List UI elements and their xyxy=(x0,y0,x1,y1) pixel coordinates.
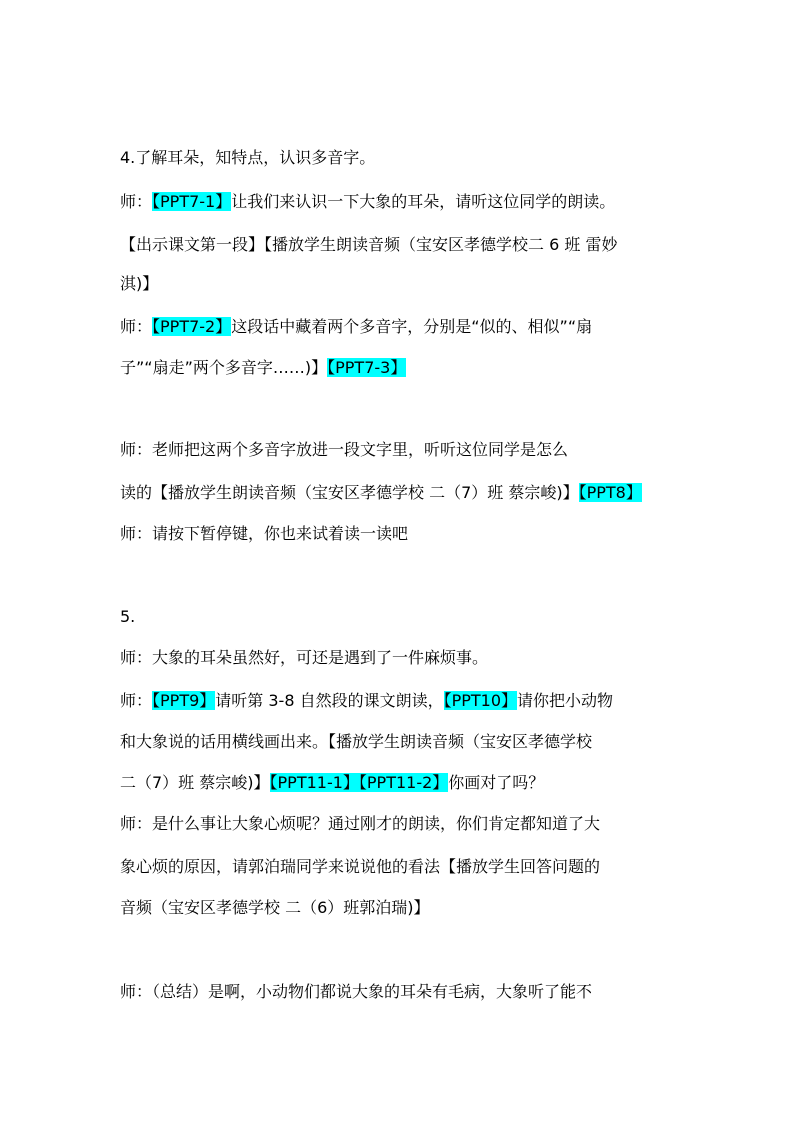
text-run: 师：老师把这两个多音字放进一段文字里，听听这位同学是怎么 xyxy=(120,440,569,459)
text-run: 象心烦的原因，请郭泊瑞同学来说说他的看法【播放学生回答问题的 xyxy=(120,857,601,876)
text-run: 和大象说的话用横线画出来。【播放学生朗读音频（宝安区孝德学校 xyxy=(120,732,593,751)
ppt-tag-highlight: 【PPT7-2】 xyxy=(152,317,232,336)
text-run: 师：请按下暂停键，你也来试着读一读吧 xyxy=(120,524,409,543)
text-run: 子”“扇走”两个多音字……)】 xyxy=(120,358,328,377)
text-run: 请你把小动物 xyxy=(517,691,614,710)
text-run: 师： xyxy=(120,317,153,336)
paragraph-line xyxy=(120,189,615,215)
text-run: 二（7）班 蔡宗峻)】 xyxy=(120,773,270,792)
paragraph-line xyxy=(120,521,408,547)
text-run: 【出示课文第一段】【播放学生朗读音频（宝安区孝德学校二 6 班 雷妙 xyxy=(120,235,618,254)
text-run: 4.了解耳朵，知特点，认识多音字。 xyxy=(120,148,376,167)
text-run: 师：大象的耳朵虽然好，可还是遇到了一件麻烦事。 xyxy=(120,648,489,667)
paragraph-line xyxy=(120,232,617,258)
text-run: 师：（总结）是啊，小动物们都说大象的耳朵有毛病，大象听了能不 xyxy=(120,982,593,1001)
text-run: 5. xyxy=(120,607,136,626)
ppt-tag-highlight: 【PPT7-1】 xyxy=(152,192,232,211)
ppt-tag-highlight: 【PPT7-3】 xyxy=(327,358,407,377)
paragraph-line xyxy=(120,645,488,671)
text-run: 师：是什么事让大象心烦呢？通过刚才的朗读，你们肯定都知道了大 xyxy=(120,814,601,833)
text-run: 淇)】 xyxy=(120,274,159,293)
text-run: 让我们来认识一下大象的耳朵，请听这位同学的朗读。 xyxy=(231,192,616,211)
paragraph-line xyxy=(120,770,544,796)
paragraph-line xyxy=(120,437,568,463)
paragraph-line xyxy=(120,355,406,381)
text-run: 你画对了吗？ xyxy=(448,773,545,792)
paragraph-line xyxy=(120,811,600,837)
ppt-tag-highlight: 【PPT8】 xyxy=(578,483,642,502)
paragraph-line xyxy=(120,271,158,297)
paragraph-line xyxy=(120,729,592,755)
text-run: 请听第 3-8 自然段的课文朗读， xyxy=(215,691,444,710)
text-run: 师： xyxy=(120,691,153,710)
paragraph-line xyxy=(120,895,430,921)
paragraph-line xyxy=(120,979,592,1005)
ppt-tag-highlight: 【PPT9】 xyxy=(152,691,216,710)
paragraph-line xyxy=(120,688,613,714)
text-run: 读的【播放学生朗读音频（宝安区孝德学校 二（7）班 蔡宗峻)】 xyxy=(120,483,579,502)
section-5-heading xyxy=(120,604,135,630)
text-run: 师： xyxy=(120,192,153,211)
paragraph-line xyxy=(120,854,600,880)
paragraph-line xyxy=(120,314,592,340)
text-run: 这段话中藏着两个多音字，分别是“似的、相似”“扇 xyxy=(231,317,593,336)
section-4-heading xyxy=(120,145,375,171)
ppt-tag-highlight: 【PPT10】 xyxy=(443,691,518,710)
ppt-tag-highlight: 【PPT11-1】【PPT11-2】 xyxy=(269,773,449,792)
paragraph-line xyxy=(120,480,642,506)
text-run: 音频（宝安区孝德学校 二（6）班郭泊瑞)】 xyxy=(120,898,430,917)
